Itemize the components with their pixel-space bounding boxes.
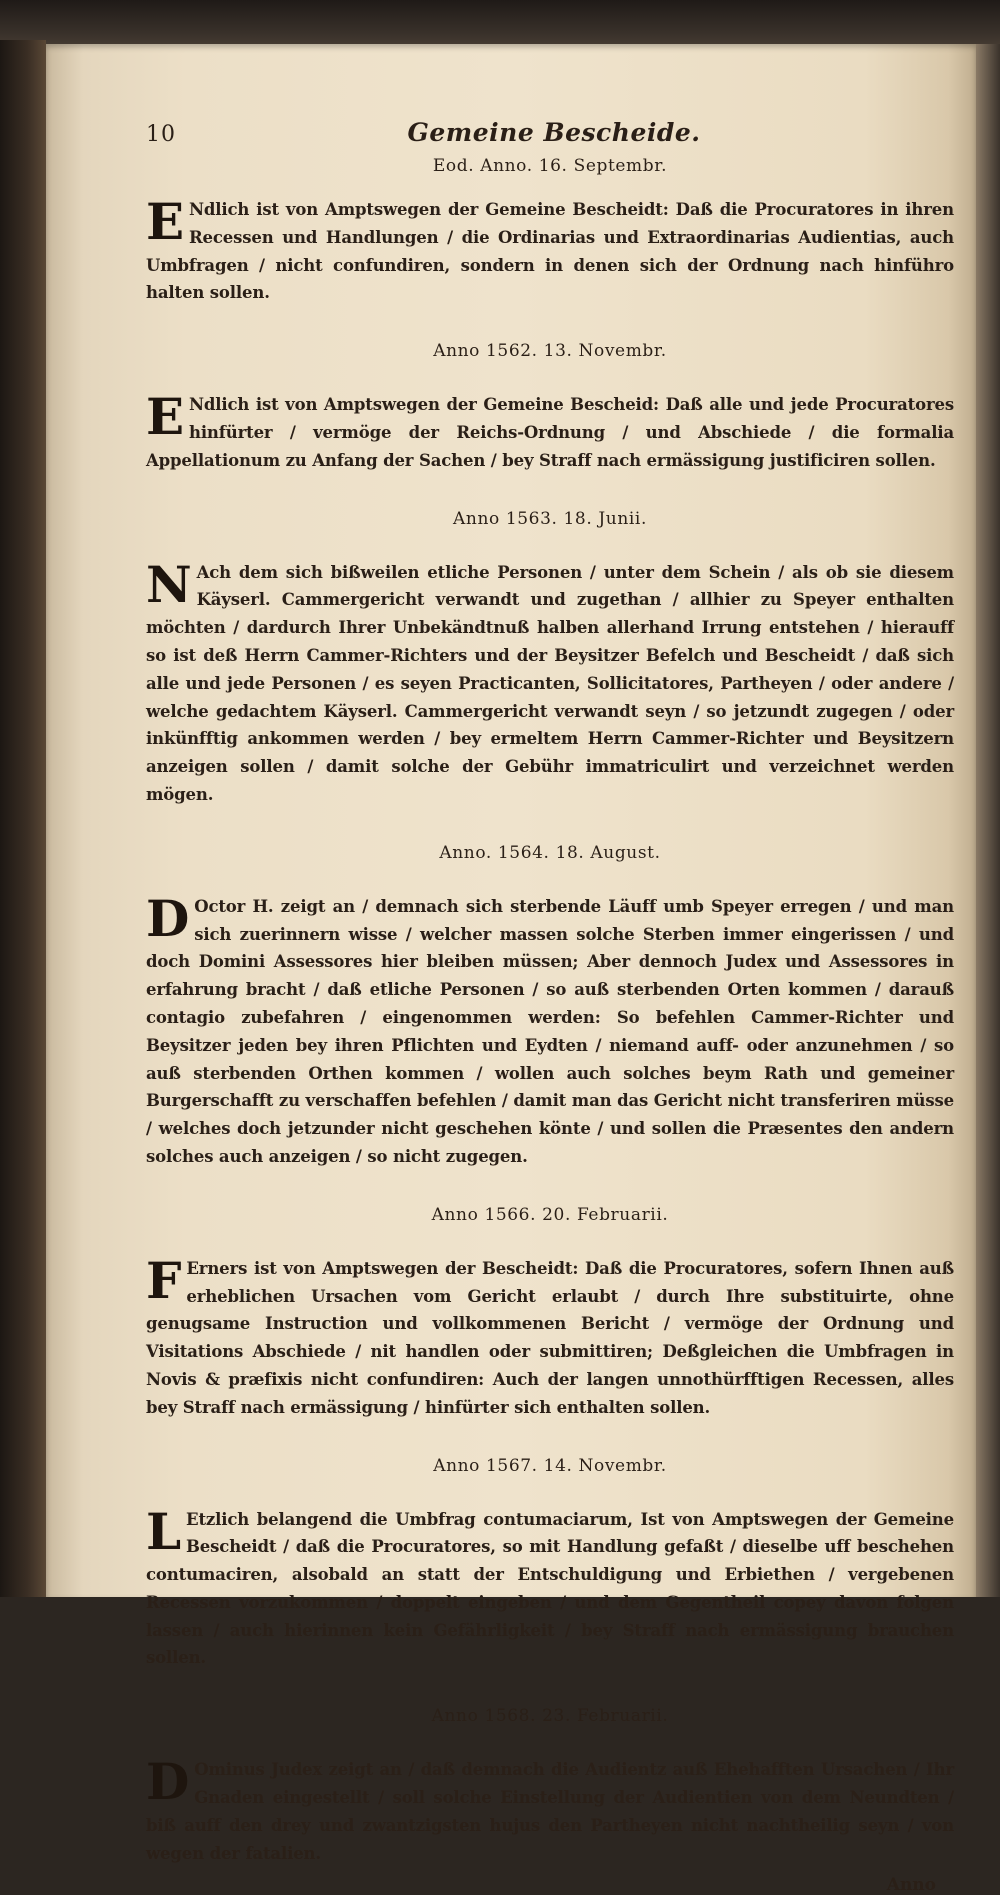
section-date: Eod. Anno. 16. Septembr. bbox=[432, 156, 668, 176]
section-date: Anno. 1564. 18. August. bbox=[439, 842, 661, 863]
drop-initial: F bbox=[146, 1250, 182, 1310]
catchword: Anno bbox=[886, 1875, 936, 1895]
decree-paragraph bbox=[146, 1501, 954, 1673]
decree-paragraph bbox=[146, 1752, 954, 1867]
page-number: 10 bbox=[146, 122, 176, 147]
decree-paragraph bbox=[146, 1250, 954, 1422]
page-edge-shadow bbox=[976, 44, 1000, 1597]
drop-initial: D bbox=[146, 888, 190, 948]
decree-text: Etzlich belangend die Umbfrag contumaciarum, Ist von Amptswegen der Gemeine Bescheidt / daß die Procuratores, so mit Handlung gefaßt / dieselbe uff beschehen contumaciren, alsobald an statt der Entschuldigung und Erbiethen / vergebenen Recessen vorzukommen / doppelt eingeben / und dem Gegentheil copey davon folgen lassen / auch hierinnen kein Gefährligkeit / bey Straff nach ermässigung brauchen sollen. bbox=[146, 1509, 954, 1668]
decree-text: Erners ist von Amptswegen der Bescheidt: Daß die Procuratores, sofern Ihnen auß erheblichen Ursachen vom Gericht erlaubt / durch Ihre substituirte, ohne genugsame Instruction und vollkommenen Bericht / vermöge der Ordnung und Visitations Abschiede / nit handlen oder submittiren; Deßgleichen die Umbfragen in Novis & præfixis nicht confundiren: Auch der langen unnothürfftigen Recessen, alles bey Straff nach ermässigung / hinfürter sich enthalten sollen. bbox=[146, 1258, 954, 1417]
drop-initial: E bbox=[146, 192, 184, 251]
running-title: Gemeine Bescheide. bbox=[407, 118, 701, 147]
decree-text: Ndlich ist von Amptswegen der Gemeine Bescheidt: Daß die Procuratores in ihren Recessen und Handlungen / die Ordinarias und Extraordinarias Audientias, auch Umbfragen / nicht confundiren, sondern in denen sich der Ordnung nach hinführo halten sollen. bbox=[146, 200, 954, 303]
decree-paragraph bbox=[146, 192, 954, 307]
decree-text: Ndlich ist von Amptswegen der Gemeine Bescheid: Daß alle und jede Procuratores hinfürter / vermöge der Reichs-Ordnung / und Abschiede / die formalia Appellationum zu Anfang der Sachen / bey Straff nach ermässigung justificiren sollen. bbox=[146, 395, 954, 470]
page-header bbox=[146, 118, 954, 152]
decree-text: Ach dem sich bißweilen etliche Personen / unter dem Schein / als ob sie diesem Käyserl. Cammergericht verwandt und zugethan / allhier zu Speyer enthalten möchten / dardurch Ihrer Unbekändtnuß halben allerhand Irrung entstehen / hierauff so ist deß Herrn Cammer-Richters und der Beysitzer Befelch und Bescheidt / daß sich alle und jede Personen / es seyen Practicanten, Sollicitatores, Partheyen / oder andere / welche gedachtem Käyserl. Cammergericht verwandt seyn / so jetzundt zugegen / oder inkünfftig ankommen werden / bey ermeltem Herrn Cammer-Richter und Beysitzern anzeigen sollen / damit solche der Gebühr immatriculirt und verzeichnet werden mögen. bbox=[146, 562, 954, 804]
section-date: Anno 1562. 13. Novembr. bbox=[433, 341, 667, 362]
decree-paragraph bbox=[146, 387, 954, 474]
decree-paragraph bbox=[146, 888, 954, 1171]
decree-paragraph bbox=[146, 554, 954, 809]
page-content bbox=[146, 118, 954, 1895]
section-date: Anno 1567. 14. Novembr. bbox=[433, 1455, 667, 1476]
section-date: Anno 1566. 20. Februarii. bbox=[431, 1204, 669, 1225]
scan-background-top bbox=[0, 0, 1000, 50]
decree-text: Octor H. zeigt an / demnach sich sterbende Läuff umb Speyer erregen / und man sich zuerinnern wisse / welcher massen solche Sterben immer eingerissen / und doch Domini Assessores hier bleiben müssen; Aber dennoch Judex und Assessores in erfahrung bracht / daß etliche Personen / so auß sterbenden Orten kommen / darauß contagio zubefahren / eingenommen werden: So befehlen Cammer-Richter und Beysitzer jeden bey ihren Pflichten und Eydten / niemand auff- oder anzunehmen / so auß sterbenden Orthen kommen / wollen auch solches beym Rath und gemeiner Burgerschafft zu verschaffen befehlen / damit man das Gericht nicht transferiren müsse / welches doch jetzunder nicht geschehen könte / und sollen die Præsentes den andern solches auch anzeigen / so nicht zugegen. bbox=[146, 896, 954, 1166]
decree-text: Ominus Judex zeigt an / daß demnach die Audientz auß Ehehafften Ursachen / Ihr Gnaden eingestellt / soll solche Einstellung der Audientien von dem Neundten / biß auff den drey und zwantzigsten hujus den Partheyen nicht nachtheilig seyn / von wegen der fatalien. bbox=[146, 1760, 954, 1863]
drop-initial: D bbox=[146, 1752, 190, 1812]
book-binding bbox=[0, 40, 46, 1597]
drop-initial: E bbox=[146, 387, 184, 447]
section-date: Anno 1568. 23. Februarii. bbox=[431, 1706, 669, 1727]
drop-initial: N bbox=[146, 554, 192, 614]
section-date: Anno 1563. 18. Junii. bbox=[453, 508, 647, 529]
drop-initial: L bbox=[146, 1501, 182, 1561]
